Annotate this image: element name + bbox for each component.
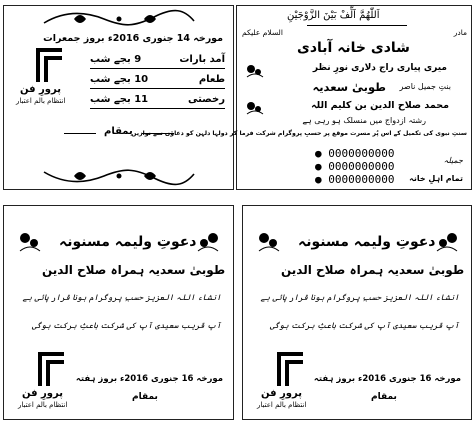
phone-bullet-icon: ● bbox=[315, 160, 329, 173]
couple-names: طوبیٰ سعدیہ ہمراہ صلاح الدین bbox=[42, 263, 226, 277]
flower-right-icon bbox=[435, 231, 459, 253]
ornament-top-icon bbox=[34, 9, 204, 29]
salam-text: السلام علیکم bbox=[242, 28, 283, 37]
invite-line-1: انشاء اللہ العزیز حسبِ پروگرام ہونا قرار پائی ہے bbox=[260, 293, 459, 302]
logo-subtext: انتظام بالم اعتبار bbox=[257, 401, 307, 409]
phone-list bbox=[315, 147, 394, 186]
phone-number: ● 0000000000 bbox=[315, 173, 395, 186]
phone-number: ● 0000000000 bbox=[315, 147, 395, 160]
invite-line-1: انشاء اللہ العزیز حسبِ پروگرام ہونا قرار پائی ہے bbox=[22, 293, 221, 302]
flower-right-icon bbox=[245, 100, 265, 116]
schedule-label: رخصتی bbox=[187, 94, 225, 105]
schedule-underline bbox=[90, 68, 225, 69]
logo-emblem-icon bbox=[34, 348, 70, 388]
venue-label: بمقام bbox=[104, 126, 133, 137]
baraat-card bbox=[3, 5, 234, 190]
date-line: مورخہ 14 جنوری 2016ء بروز جمعرات bbox=[43, 33, 223, 44]
venue-label: بمقام bbox=[132, 392, 158, 402]
date-line: مورخہ 16 جنوری 2016ء بروز ہفتہ bbox=[313, 374, 461, 384]
walima-title: دعوتِ ولیمہ مسنونہ bbox=[298, 234, 436, 250]
dua-underline bbox=[307, 25, 407, 26]
bride-parent: بنتِ جمیل ناصر bbox=[399, 82, 451, 91]
schedule-underline bbox=[90, 88, 225, 89]
phone-bullet-icon: ● bbox=[315, 173, 329, 186]
flower-left-icon bbox=[257, 231, 281, 253]
union-line: رشتہ ازدواج میں منسلک ہو رہی ہے bbox=[302, 116, 426, 125]
logo-subtext: انتظام بالم اعتبار bbox=[16, 97, 66, 105]
venue-label: بمقام bbox=[371, 392, 397, 402]
schedule-label: طعام bbox=[198, 74, 225, 85]
phone-number: ● 0000000000 bbox=[315, 160, 395, 173]
schedule-row bbox=[90, 52, 225, 72]
schedule-time: 11 بجے شب bbox=[90, 94, 149, 105]
schedule-row bbox=[90, 92, 225, 112]
dua-heading: اَللّٰھُمَّ اَلِّفْ بَیْنَ الزَّوْجَیْنِ bbox=[287, 10, 380, 21]
date-line: مورخہ 16 جنوری 2016ء بروز ہفتہ bbox=[75, 374, 223, 384]
flower-left-icon bbox=[18, 231, 42, 253]
groom-line: محمد صلاح الدین بن کلیم اللہ bbox=[311, 100, 449, 111]
logo-text: پرورِ فن bbox=[261, 388, 302, 399]
invite-line-2: آپ قریب سعیدی آپ کی شرکت باعثِ برکت ہوگی bbox=[31, 321, 221, 330]
logo-text: پرورِ فن bbox=[22, 388, 63, 399]
intro-line: میری پیاری راج دلاری نورِ نظر bbox=[312, 63, 447, 73]
ornament-bottom-icon bbox=[34, 166, 204, 186]
phone-bullet-icon: ● bbox=[315, 147, 329, 160]
mother-label: مادر bbox=[453, 28, 467, 37]
walima-card-right bbox=[242, 205, 472, 420]
schedule-time: 9 بجے شب bbox=[90, 54, 142, 65]
couple-names: طوبیٰ سعدیہ ہمراہ صلاح الدین bbox=[281, 263, 465, 277]
printer-logo bbox=[14, 42, 84, 106]
bride-name: طوبیٰ سعدیہ bbox=[312, 80, 386, 94]
schedule-time: 10 بجے شب bbox=[90, 74, 149, 85]
request-line: سنتِ نبوی کی تکمیل کے اس پُر مسرت موقع پر حسبِ پروگرام شرکت فرما کر دولہا دلہن کو دعاؤں سے نوازیں bbox=[131, 130, 467, 137]
logo-subtext: انتظام بالم اعتبار bbox=[18, 401, 68, 409]
invite-line-2: آپ قریب سعیدی آپ کی شرکت باعثِ برکت ہوگی bbox=[269, 321, 459, 330]
schedule-label: آمد بارات bbox=[179, 54, 225, 65]
schedule-row bbox=[90, 72, 225, 92]
schedule-underline bbox=[90, 108, 225, 109]
walima-title: دعوتِ ولیمہ مسنونہ bbox=[59, 234, 197, 250]
family-sign: تمام اہلِ خانہ bbox=[409, 174, 463, 183]
logo-emblem-icon bbox=[273, 348, 309, 388]
schedule-list bbox=[90, 52, 225, 112]
walima-card-left bbox=[3, 205, 234, 420]
event-title: شادی خانہ آبادی bbox=[297, 40, 410, 56]
venue-line-left bbox=[64, 133, 96, 134]
signature: جمیلہ bbox=[443, 156, 463, 165]
logo-text: پرورِ فن bbox=[20, 84, 61, 95]
flower-right-icon bbox=[196, 231, 220, 253]
flower-left-icon bbox=[245, 63, 265, 79]
logo-emblem-icon bbox=[32, 44, 68, 84]
